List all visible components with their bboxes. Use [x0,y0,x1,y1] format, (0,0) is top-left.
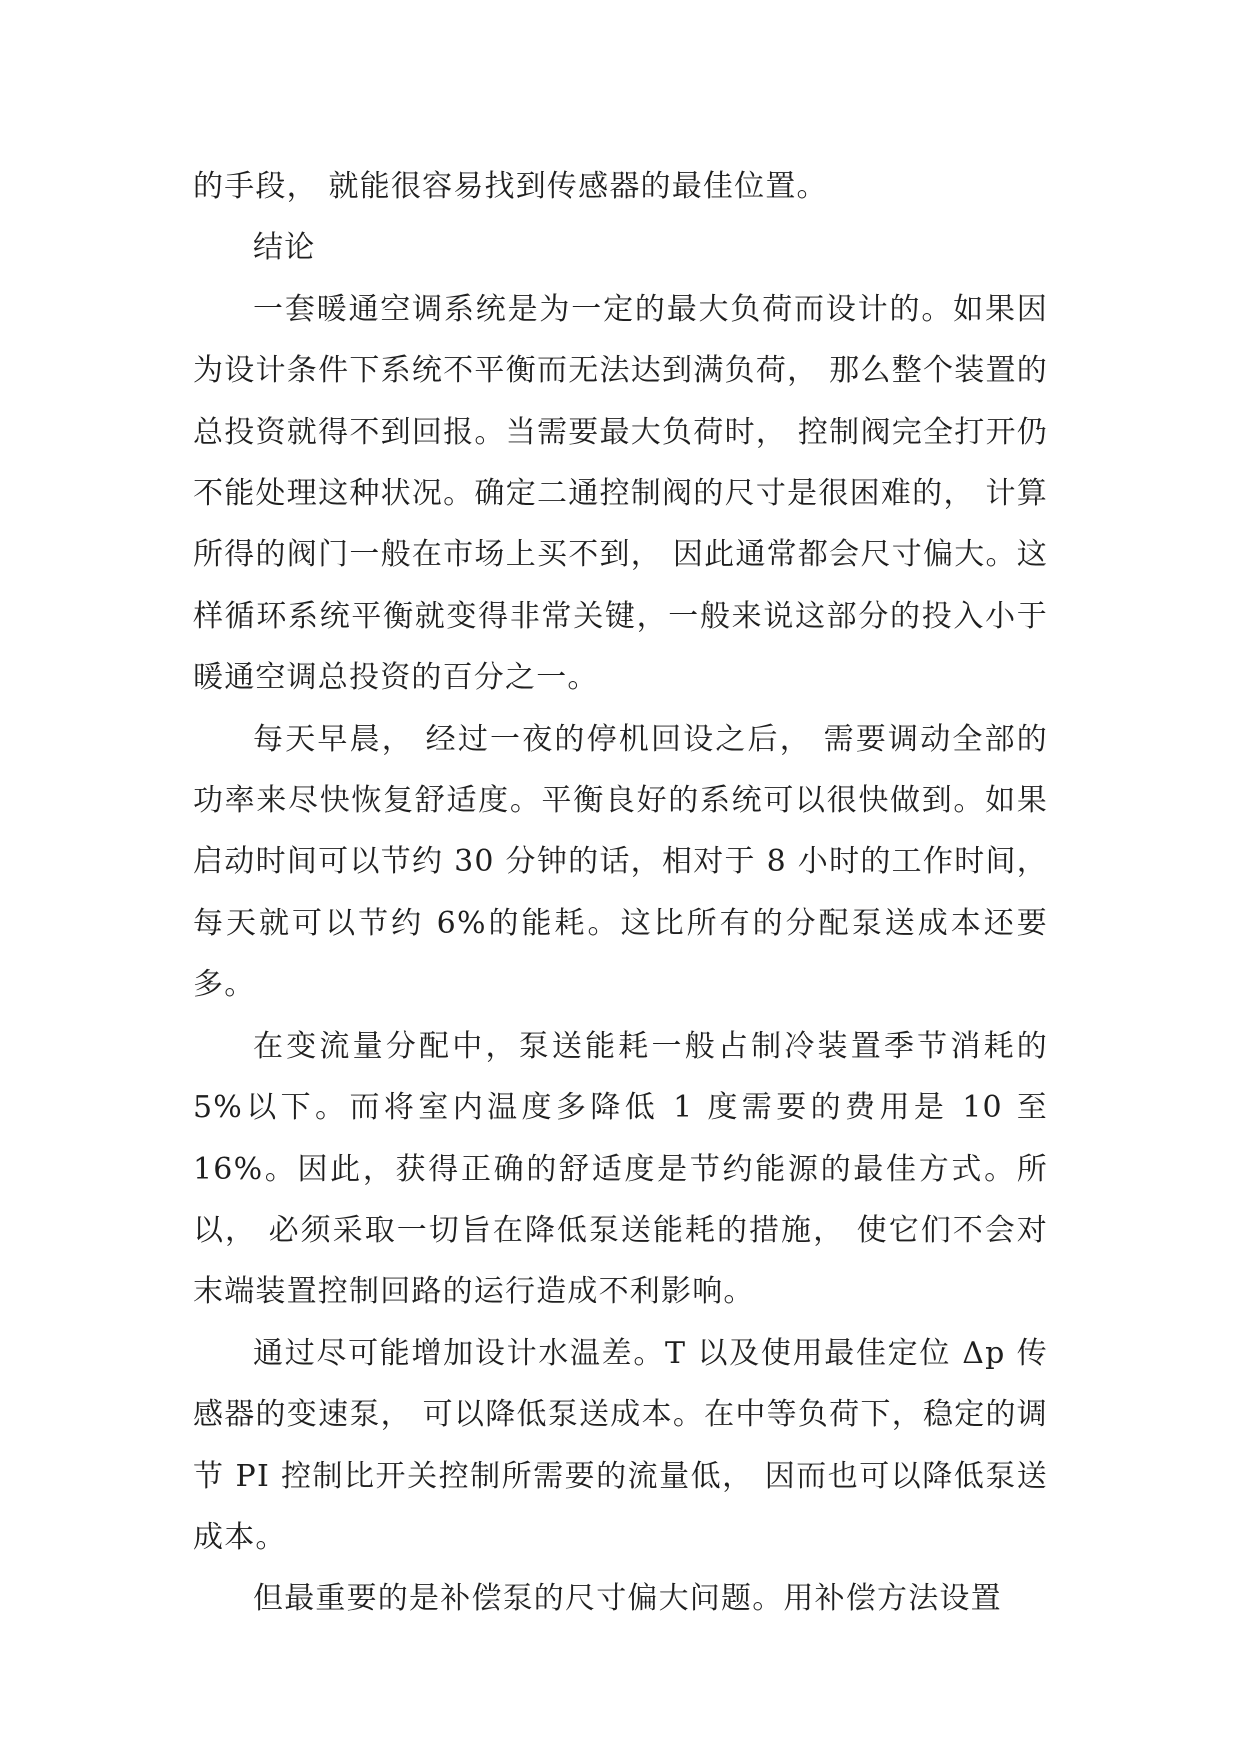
section-heading-conclusion: 结论 [253,230,316,266]
document-page [193,156,1048,1630]
paragraph-body: 在变流量分配中，泵送能耗一般占制冷装置季节消耗的 5%以下。而将室内温度多降低 1 度需要的费用是 10 至 16%。因此，获得正确的舒适度是节约能源的最佳方式。所以， 必须采取一切旨在降低泵送能耗的措施， 使它们不会对末端装置控制回路的运行造成不利影响。 [193,1028,1048,1310]
paragraph-body: 每天早晨， 经过一夜的停机回设之后， 需要调动全部的功率来尽快恢复舒适度。平衡良好的系统可以很快做到。如果启动时间可以节约 30 分钟的话，相对于 8 小时的工作时间， 每天就可以节约 6%的能耗。这比所有的分配泵送成本还要多。 [193,721,1048,1003]
paragraph-body: 一套暖通空调系统是为一定的最大负荷而设计的。如果因为设计条件下系统不平衡而无法达到满负荷， 那么整个装置的总投资就得不到回报。当需要最大负荷时， 控制阀完全打开仍不能处理这种状况。确定二通控制阀的尺寸是很困难的， 计算所得的阀门一般在市场上买不到， 因此通常都会尺寸偏大。这样循环系统平衡就变得非常关键，一般来说这部分的投入小于暖通空调总投资的百分之一。 [193,291,1048,696]
paragraph-body: 但最重要的是补偿泵的尺寸偏大问题。用补偿方法设置 [253,1581,1002,1617]
paragraph-continuation: 的手段， 就能很容易找到传感器的最佳位置。 [193,169,828,204]
paragraph-body: 通过尽可能增加设计水温差。T 以及使用最佳定位 Δp 传感器的变速泵， 可以降低泵送成本。在中等负荷下，稳定的调节 PI 控制比开关控制所需要的流量低， 因而也可以降低泵送成本。 [193,1335,1048,1555]
